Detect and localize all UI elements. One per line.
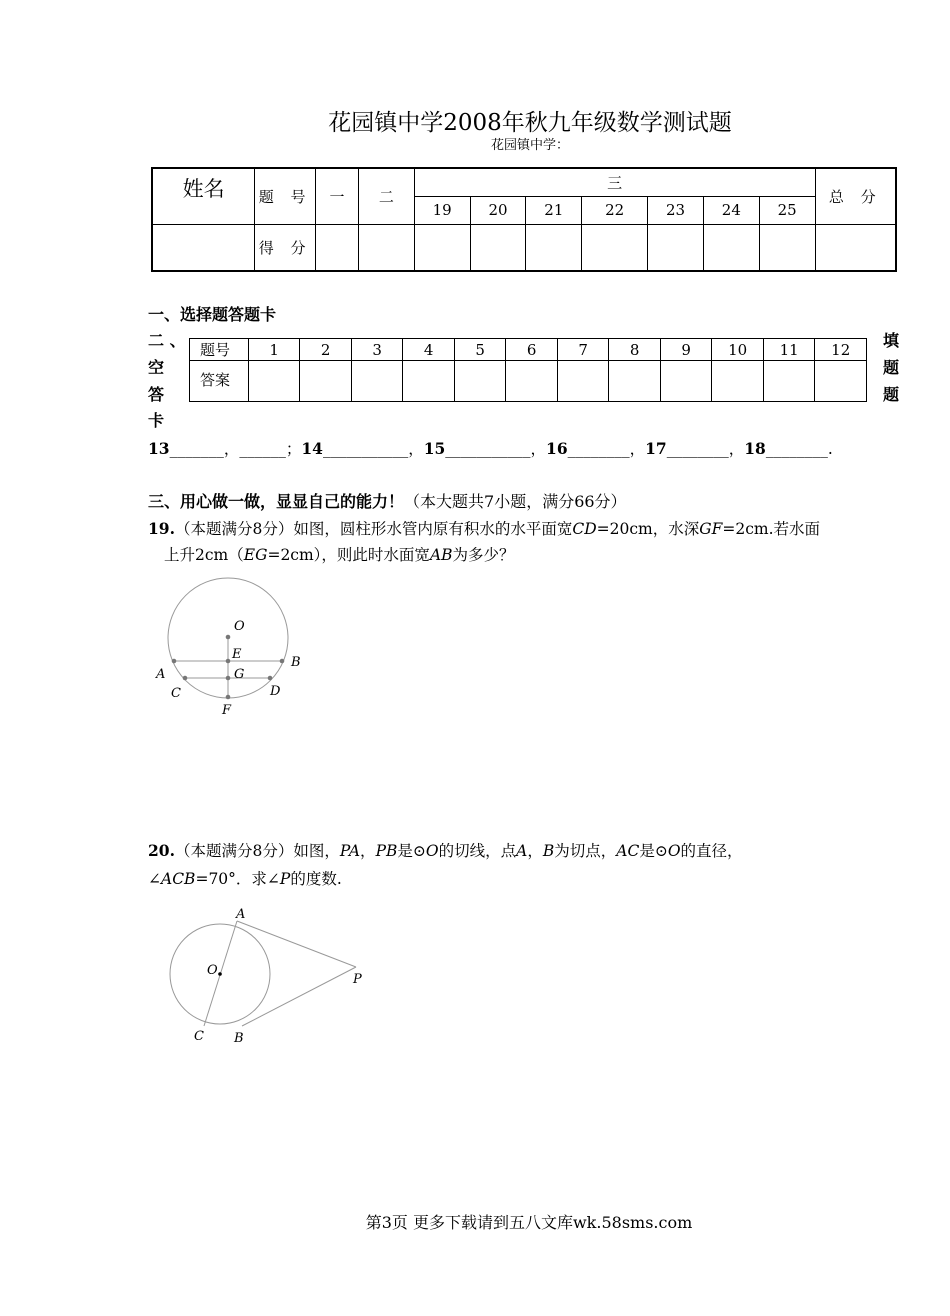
mc-number-cell: 4 [403, 339, 455, 361]
score-cell[interactable] [414, 224, 470, 271]
mc-number-cell: 10 [712, 339, 764, 361]
mc-answer-cell[interactable] [351, 361, 403, 402]
row-label-score: 得 分 [255, 224, 316, 271]
q14-blank[interactable]: ___________ [322, 440, 409, 458]
score-cell[interactable] [526, 224, 582, 271]
q19-label-d: D [270, 684, 281, 699]
q19-label-o: O [234, 619, 245, 634]
mc-answer-cell[interactable] [403, 361, 455, 402]
mc-row-label-answer: 答案 [190, 361, 249, 402]
q20-label-a: A [236, 907, 246, 922]
q19-label-e: E [232, 647, 242, 662]
mc-number-cell: 8 [609, 339, 661, 361]
q16-blank[interactable]: ________ [567, 440, 630, 458]
section1-title: 一、选择题答题卡 [148, 305, 277, 324]
q-number-cell: 22 [582, 196, 648, 224]
multiple-choice-answer-table [189, 338, 867, 402]
mc-answer-cell[interactable] [300, 361, 352, 402]
mc-number-cell: 2 [300, 339, 352, 361]
q15-blank[interactable]: ___________ [445, 440, 531, 458]
q20-label-c: C [194, 1029, 204, 1044]
q-number-cell: 21 [526, 196, 582, 224]
page-footer: 第3页 更多下载请到五八文库wk.58sms.com [365, 1213, 693, 1232]
q20-figure [160, 900, 380, 1050]
q13-blank-b[interactable]: ______ [239, 440, 286, 458]
mc-number-cell: 3 [351, 339, 403, 361]
q19-label-a: A [156, 667, 166, 682]
page-subtitle: 花园镇中学： [490, 138, 569, 153]
q-number-cell: 20 [470, 196, 526, 224]
q20-number: 20. [148, 841, 175, 860]
score-table [151, 167, 897, 272]
q20-label-p: P [353, 972, 362, 987]
mc-answer-cell[interactable] [609, 361, 661, 402]
mc-answer-cell[interactable] [660, 361, 712, 402]
q20-label-b: B [234, 1031, 244, 1046]
mc-answer-cell[interactable] [506, 361, 558, 402]
score-cell[interactable] [648, 224, 704, 271]
side-label-left: 答 [148, 385, 165, 404]
q-number-cell: 25 [759, 196, 815, 224]
row-label-question-no: 题 号 [255, 168, 316, 224]
q17-number: 17 [645, 439, 667, 458]
mc-number-cell: 1 [248, 339, 300, 361]
q19-number: 19. [148, 519, 175, 538]
mc-answer-cell[interactable] [248, 361, 300, 402]
q-number-cell: 23 [648, 196, 704, 224]
part3-header: 三 [414, 168, 815, 196]
q17-blank[interactable]: ________ [666, 440, 729, 458]
q16-number: 16 [546, 439, 568, 458]
q19-label-c: C [171, 686, 181, 701]
score-cell[interactable] [470, 224, 526, 271]
mc-row-label-question-no: 题号 [190, 339, 249, 361]
page-title: 花园镇中学2008年秋九年级数学测试题 [328, 110, 732, 136]
side-label-left: 空 [148, 358, 165, 377]
mc-answer-cell[interactable] [454, 361, 506, 402]
q-number-cell: 19 [414, 196, 470, 224]
q14-number: 14 [301, 439, 323, 458]
part1-header: 一 [316, 168, 359, 224]
score-cell[interactable] [358, 224, 414, 271]
q19-label-f: F [222, 703, 232, 718]
mc-number-cell: 11 [763, 339, 815, 361]
fill-in-blanks-line: 13_______，______；14___________，15___________，16________，17________，18________. [148, 439, 833, 458]
mc-number-cell: 5 [454, 339, 506, 361]
side-label-left: 二 、 [148, 331, 186, 350]
section3-title: 三、用心做一做，显显自己的能力！ [148, 492, 405, 511]
q13-number: 13 [148, 439, 170, 458]
mc-number-cell: 7 [557, 339, 609, 361]
q19-label-g: G [234, 667, 245, 682]
part2-header: 二 [358, 168, 414, 224]
question-20: 20.（本题满分8分）如图，PA，PB是⊙O的切线，点A，B为切点，AC是⊙O的直径， ∠ACB=70°．求∠P的度数. [148, 841, 743, 888]
section3-heading [148, 489, 627, 512]
mc-number-cell: 12 [815, 339, 867, 361]
mc-answer-cell[interactable] [557, 361, 609, 402]
mc-answer-cell[interactable] [712, 361, 764, 402]
name-label: 姓名 [152, 168, 255, 224]
mc-number-cell: 9 [660, 339, 712, 361]
mc-number-cell: 6 [506, 339, 558, 361]
q13-blank-a[interactable]: _______ [169, 440, 224, 458]
q18-blank[interactable]: ________ [765, 440, 828, 458]
mc-answer-cell[interactable] [815, 361, 867, 402]
total-header: 总 分 [815, 168, 896, 224]
q-number-cell: 24 [703, 196, 759, 224]
mc-answer-cell[interactable] [763, 361, 815, 402]
score-cell[interactable] [759, 224, 815, 271]
name-blank[interactable] [152, 224, 255, 271]
score-cell[interactable] [582, 224, 648, 271]
question-19: 19.（本题满分8分）如图，圆柱形水管内原有积水的水平面宽CD=20cm，水深GF=2cm.若水面 上升2cm（EG=2cm），则此时水面宽AB为多少？ [148, 519, 821, 564]
q20-label-o: O [207, 963, 218, 978]
side-label-left: 卡 [148, 411, 165, 430]
side-label-right: 填 题 题 [883, 331, 900, 404]
score-cell[interactable] [703, 224, 759, 271]
q18-number: 18 [744, 439, 766, 458]
q19-figure [150, 570, 320, 720]
total-score-cell[interactable] [815, 224, 896, 271]
score-cell[interactable] [316, 224, 359, 271]
q15-number: 15 [423, 439, 446, 458]
q19-label-b: B [291, 655, 301, 670]
section3-note: （本大题共7小题，满分66分） [404, 492, 627, 511]
